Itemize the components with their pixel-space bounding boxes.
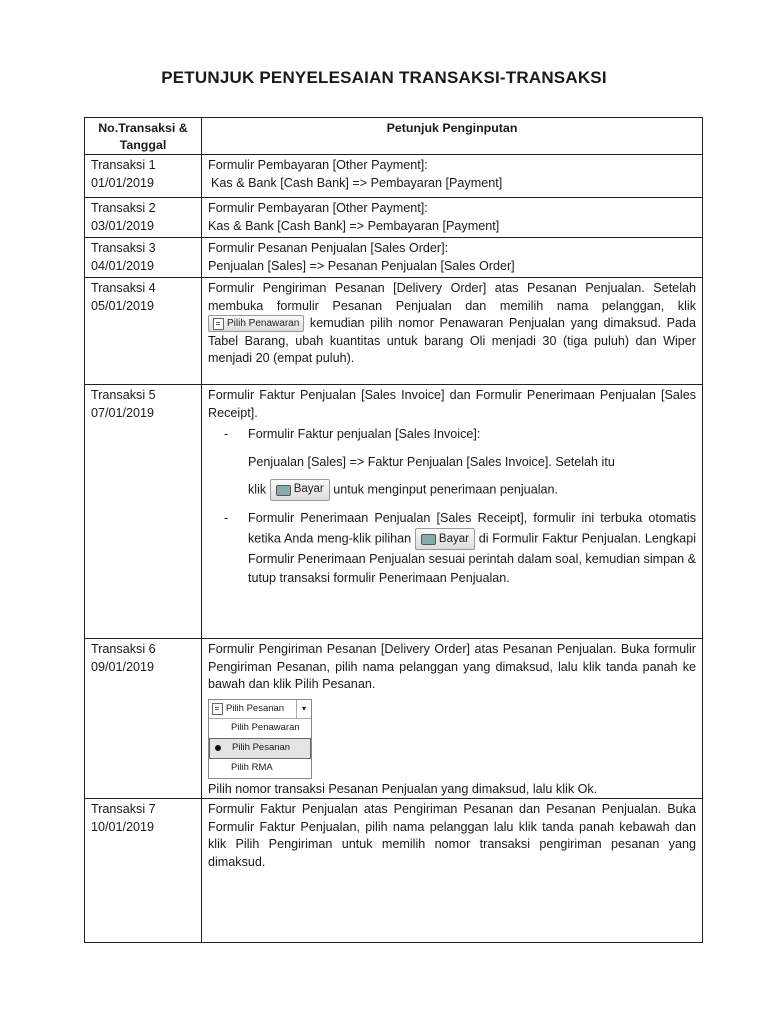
chevron-down-icon: ▾ [296,700,311,718]
instruction-cell [202,198,703,238]
table-header-row [85,118,703,155]
payment-icon [421,534,436,545]
instruction-text: untuk menginput penerimaan penjualan. [333,482,559,497]
transaction-label: Transaksi 3 [91,241,156,255]
bullet-line [248,479,696,501]
instruction-text: kemudian pilih nomor Penawaran Penjualan yang dimaksud. Pada Tabel Barang, ubah kuantitas untuk barang Oli menjadi 30 (tiga puluh) dan Wiper menjadi 20 (empat puluh). [208,316,696,365]
instruction-line: Formulir Pembayaran [Other Payment]: [208,158,428,172]
transaction-label: Transaksi 2 [91,201,156,215]
page-title: PETUNJUK PENYELESAIAN TRANSAKSI-TRANSAKSI [161,68,607,87]
instruction-text: Formulir Pengiriman Pesanan [Delivery Order] atas Pesanan Penjualan. Setelah membuka formulir Pesanan Penjualan dan memilih nama pelanggan, klik [208,281,696,313]
transaction-label: Transaksi 7 [91,802,156,816]
instruction-intro: Formulir Faktur Penjualan [Sales Invoice] dan Formulir Penerimaan Penjualan [Sales Receipt]. [208,388,696,420]
instruction-line: Kas & Bank [Cash Bank] => Pembayaran [Payment] [211,175,503,190]
instruction-table [84,117,703,943]
table-row [85,198,703,238]
pilih-penawaran-button [208,315,304,332]
transaction-label: Transaksi 1 [91,158,156,172]
instruction-text: Pilih nomor transaksi Pesanan Penjualan yang dimaksud, lalu klik Ok. [208,781,598,796]
pilih-pesanan-dropdown [208,699,312,779]
transaction-cell [85,799,202,943]
table-row [85,155,703,198]
transaction-date: 05/01/2019 [91,298,155,313]
bullet-dash: - [224,511,229,525]
instruction-text: di Formulir Faktur Penjualan. Lengkapi Formulir Penerimaan Penjualan sesuai perintah dalam soal, kemudian simpan & tutup transaksi formulir Penerimaan Penjualan. [248,531,697,585]
instruction-text: Formulir Faktur Penjualan atas Pengiriman Pesanan dan Pesanan Penjualan. Buka Formulir Faktur Penjualan, pilih nama pelanggan lalu klik tanda panah kebawah dan klik Pilih Pengiriman untuk memilih nomor transaksi pengiriman pesanan yang dimaksud. [208,802,696,869]
transaction-date: 10/01/2019 [91,819,155,834]
instruction-line: Penjualan [Sales] => Pesanan Penjualan [Sales Order] [208,258,515,273]
instruction-text: Formulir Penerimaan Penjualan [Sales Receipt], formulir ini terbuka otomatis ketika Anda meng-klik pilihan [248,511,696,546]
instruction-cell [202,799,703,943]
list-item [208,426,696,501]
instruction-text: Formulir Pengiriman Pesanan [Delivery Order] atas Pesanan Penjualan. Buka formulir Pengiriman Pesanan, pilih nama pelanggan yang dimaksud, lalu klik tanda panah ke bawah dan klik Pilih Pesanan. [208,642,696,691]
transaction-cell [85,238,202,278]
bullet-list [208,426,696,588]
transaction-cell [85,155,202,198]
transaction-date: 03/01/2019 [91,218,155,233]
transaction-cell [85,198,202,238]
instruction-cell [202,155,703,198]
button-label: Pilih Penawaran [227,317,300,329]
dropdown-option: Pilih RMA [231,762,273,773]
instruction-line: Formulir Pembayaran [Other Payment]: [208,201,428,215]
transaction-date: 09/01/2019 [91,659,155,674]
header-col-instruction: Petunjuk Penginputan [202,118,703,155]
table-row [85,639,703,799]
bullet-line: Penjualan [Sales] => Faktur Penjualan [Sales Invoice]. Setelah itu [248,454,615,469]
dropdown-option: Pilih Penawaran [231,722,300,733]
transaction-cell [85,278,202,385]
dropdown-header [209,700,311,719]
table-row [85,799,703,943]
dropdown-button-label: Pilih Pesanan [226,702,285,714]
dropdown-option-selected: Pilih Pesanan [209,738,311,759]
instruction-line: Formulir Pesanan Penjualan [Sales Order]: [208,241,449,255]
instruction-cell [202,238,703,278]
payment-icon [276,485,291,496]
transaction-date: 04/01/2019 [91,258,155,273]
table-row [85,385,703,639]
instruction-line: Kas & Bank [Cash Bank] => Pembayaran [Payment] [208,218,500,233]
transaction-date: 01/01/2019 [91,175,155,190]
bayar-button [270,479,330,501]
transaction-label: Transaksi 5 [91,388,156,402]
transaction-label: Transaksi 6 [91,642,156,656]
document-icon [213,318,224,330]
transaction-date: 07/01/2019 [91,405,155,420]
transaction-cell [85,385,202,639]
instruction-cell [202,385,703,639]
button-label: Bayar [438,532,469,545]
header-col-transaction: No.Transaksi & Tanggal [85,118,202,155]
document-icon [212,703,223,715]
bayar-button [415,528,475,550]
instruction-cell [202,639,703,799]
list-item [208,509,696,588]
instruction-cell [202,278,703,385]
table-row [85,238,703,278]
transaction-cell [85,639,202,799]
button-label: Bayar [293,483,324,496]
bullet-dash: - [224,427,229,441]
bullet-line: Formulir Faktur penjualan [Sales Invoice]: [248,427,481,441]
table-row [85,278,703,385]
transaction-label: Transaksi 4 [91,281,156,295]
klik-text: klik [248,482,267,497]
